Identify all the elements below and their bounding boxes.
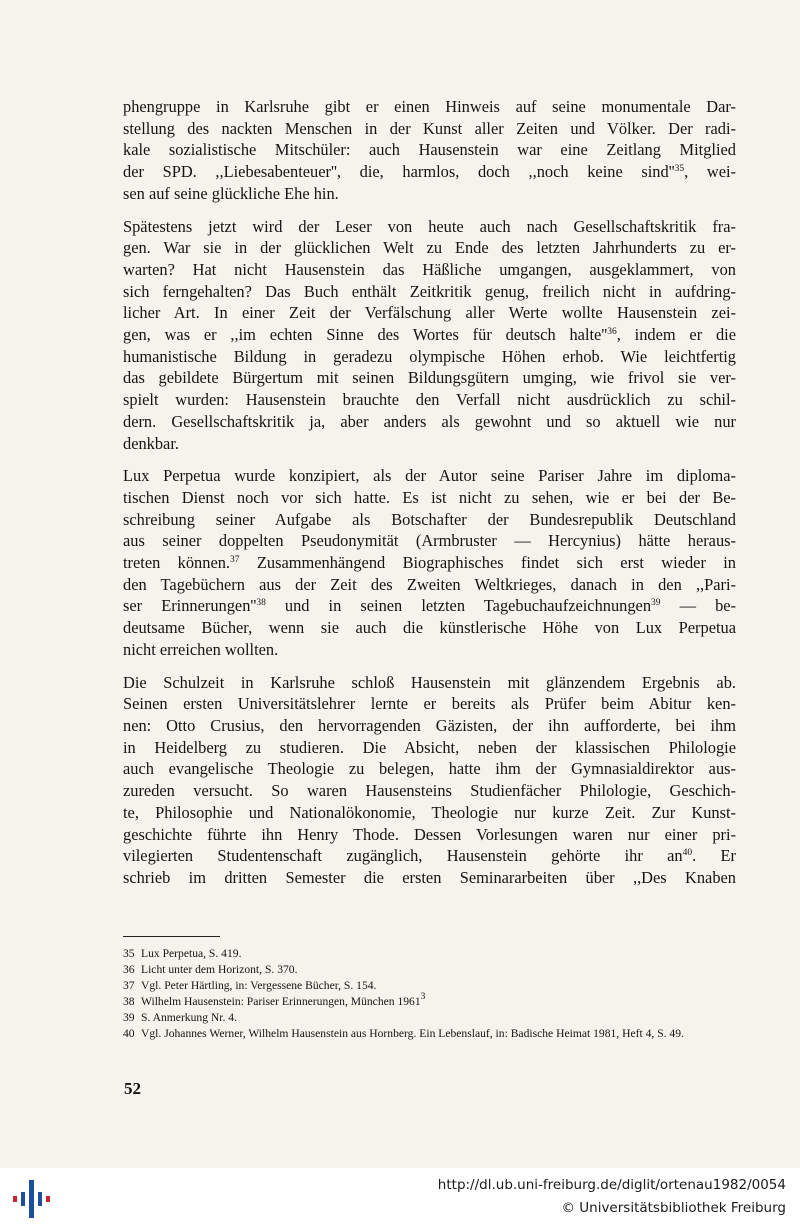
text-line: geschichte führte ihn Henry Thode. Dessen Vorlesungen waren nur einer pri- xyxy=(123,824,736,844)
text-line: in Heidelberg zu studieren. Die Absicht, neben der klassischen Philologie xyxy=(123,737,736,757)
paragraph xyxy=(123,96,736,205)
text-line: aus seiner doppelten Pseudonymität (Armbruster — Hercynius) hätte heraus- xyxy=(123,531,736,551)
footnote-text xyxy=(141,994,736,1010)
text-line: licher Art. In einer Zeit der Verfälschung aller Werte wollte Hausenstein zei- xyxy=(123,303,736,323)
text-line: auch evangelische Theologie zu belegen, hatte ihm der Gymnasialdirektor aus- xyxy=(123,759,736,779)
footnotes xyxy=(123,946,736,1042)
footnote-text-segment: Wilhelm Hausenstein: Pariser Erinnerungen, München 1961 xyxy=(141,995,421,1008)
footnote-divider xyxy=(123,936,220,937)
footnote-text: Vgl. Peter Härtling, in: Vergessene Bücher, S. 154. xyxy=(141,979,377,992)
footnote-text: Vgl. Johannes Werner, Wilhelm Hausenstein aus Hornberg. Ein Lebenslauf, in: Badische Heimat 1981, Heft 4, S. 49. xyxy=(141,1027,684,1040)
footnote-number: 36 xyxy=(123,963,135,976)
footer-bar xyxy=(0,1168,800,1226)
footnote-item xyxy=(123,946,736,962)
footnote-item xyxy=(123,962,736,978)
text-line: sich ferngehalten? Das Buch enthält Zeitkritik genug, freilich nicht in aufdring- xyxy=(123,281,736,301)
footnote-text: S. Anmerkung Nr. 4. xyxy=(141,1011,237,1024)
paragraph xyxy=(123,465,736,660)
text-segment: wei- xyxy=(706,162,736,182)
footnote-number: 38 xyxy=(123,995,135,1008)
text-line: nen: Otto Crusius, den hervorragenden Gäzisten, der ihn aufforderte, bei ihm xyxy=(123,715,736,735)
footnote-ref[interactable]: 36 xyxy=(607,327,617,338)
text-line: warten? Hat nicht Hausenstein das Häßliche umgangen, ausgeklammert, von xyxy=(123,259,736,279)
text-line xyxy=(123,552,736,574)
text-segment: Zusammenhängend Biographisches findet sich erst wieder in xyxy=(239,553,736,573)
footnote-ref[interactable]: 35 xyxy=(674,164,685,175)
text-line xyxy=(123,595,736,617)
text-segment: der SPD. ,,Liebesabenteuer'', die, harmlos, doch ,,noch keine sind'' xyxy=(123,162,675,182)
text-line: Die Schulzeit in Karlsruhe schloß Hausenstein mit glänzendem Ergebnis ab. xyxy=(123,672,736,692)
text-line: gen. War sie in der glücklichen Welt zu Ende des letzten Jahrhunderts zu er- xyxy=(123,238,736,258)
text-line: stellung des nackten Menschen in der Kunst aller Zeiten und Völker. Der radi- xyxy=(123,118,736,138)
text-segment: treten können. xyxy=(123,553,231,573)
text-segment: vilegierten Studentenschaft zugänglich, Hausenstein gehörte ihr an xyxy=(123,846,683,866)
text-line: nicht erreichen wollten. xyxy=(123,639,279,659)
paragraph xyxy=(123,216,736,455)
footnote-item xyxy=(123,994,736,1010)
paragraph xyxy=(123,672,736,889)
text-line: te, Philosophie und Nationalökonomie, Theologie nur kurze Zeit. Zur Kunst- xyxy=(123,802,736,822)
text-line: Lux Perpetua wurde konzipiert, als der Autor seine Pariser Jahre im diploma- xyxy=(123,466,736,486)
text-line: der SPD. ,,Liebesabenteuer'', die, harmlos, doch ,,noch keine $\sin d''^{35}$, wei- xyxy=(123,162,736,182)
footnote-number: 37 xyxy=(123,979,135,992)
text-segment: und in seinen letzten Tagebuchaufzeichnungen xyxy=(265,596,652,616)
footnote-text: Licht unter dem Horizont, S. 370. xyxy=(141,963,298,976)
footnote-number: 40 xyxy=(123,1027,135,1040)
footnote-ref[interactable]: 39 xyxy=(651,598,661,609)
text-segment: — be- xyxy=(660,596,737,616)
text-segment: . Er xyxy=(692,846,736,866)
text-segment: ser Erinnerungen'' xyxy=(123,596,257,616)
text-line xyxy=(123,324,736,346)
text-line: zureden versucht. So waren Hausensteins Studienfächer Philologie, Geschich- xyxy=(123,781,736,801)
footnote-text: Lux Perpetua, S. 419. xyxy=(141,947,242,960)
ub-freiburg-logo-icon xyxy=(10,1178,52,1220)
footnote-item xyxy=(123,1026,736,1042)
text-line: sen auf seine glückliche Ehe hin. xyxy=(123,183,339,203)
footnote-ref[interactable]: 38 xyxy=(256,598,266,609)
text-line: phengruppe in Karlsruhe gibt er einen Hinweis auf seine monumentale Dar- xyxy=(123,97,736,116)
text-line: spielt wurden: Hausenstein brauchte den Verfall nicht ausdrücklich zu schil- xyxy=(123,390,736,410)
text-line: das gebildete Bürgertum mit seinen Bildungsgütern umging, wie frivol sie ver- xyxy=(123,368,736,388)
text-segment: gen, was er ,,im echten Sinne des Wortes für deutsch halte'' xyxy=(123,325,608,345)
footnote-item xyxy=(123,1010,736,1026)
text-line: Seinen ersten Universitätslehrer lernte er bereits als Prüfer beim Abitur ken- xyxy=(123,694,736,714)
text-line: deutsame Bücher, wenn sie auch die künstlerische Höhe von Lux Perpetua xyxy=(123,618,736,638)
edition-superscript: 3 xyxy=(420,992,426,1002)
footnote-number: 39 xyxy=(123,1011,135,1024)
footnote-item xyxy=(123,978,736,994)
page-body xyxy=(123,96,736,889)
text-line: kale sozialistische Mitschüler: auch Hausenstein war eine Zeitlang Mitglied xyxy=(123,140,736,160)
footnote-number: 35 xyxy=(123,947,135,960)
text-line: schreibung seiner Aufgabe als Botschafter der Bundesrepublik Deutschland xyxy=(123,509,736,529)
text-line: tischen Dienst noch vor sich hatte. Es ist nicht zu sehen, wie er bei der Be- xyxy=(123,487,736,507)
source-url-link[interactable]: http://dl.ub.uni-freiburg.de/diglit/ortenau1982/0054 xyxy=(437,1177,786,1193)
footnote-ref[interactable]: 40 xyxy=(682,848,693,859)
page-number: 52 xyxy=(124,1079,141,1098)
text-line: den Tagebüchern aus der Zeit des Zweiten Weltkrieges, danach in den ,,Pari- xyxy=(123,574,736,594)
text-line: humanistische Bildung in geradezu olympische Höhen erhob. Wie leichtfertig xyxy=(123,346,736,366)
copyright-notice: © Universitätsbibliothek Freiburg xyxy=(561,1200,786,1216)
footnote-ref[interactable]: 37 xyxy=(230,555,240,566)
text-line: dern. Gesellschaftskritik ja, aber anders als gewohnt und so aktuell wie nur xyxy=(123,411,736,431)
text-line xyxy=(123,845,736,867)
text-line: denkbar. xyxy=(123,433,179,453)
text-line: schrieb im dritten Semester die ersten Seminararbeiten über ,,Des Knaben xyxy=(123,867,736,887)
text-line: Spätestens jetzt wird der Leser von heute auch nach Gesellschaftskritik fra- xyxy=(123,216,736,236)
text-segment: , indem er die xyxy=(616,325,736,345)
